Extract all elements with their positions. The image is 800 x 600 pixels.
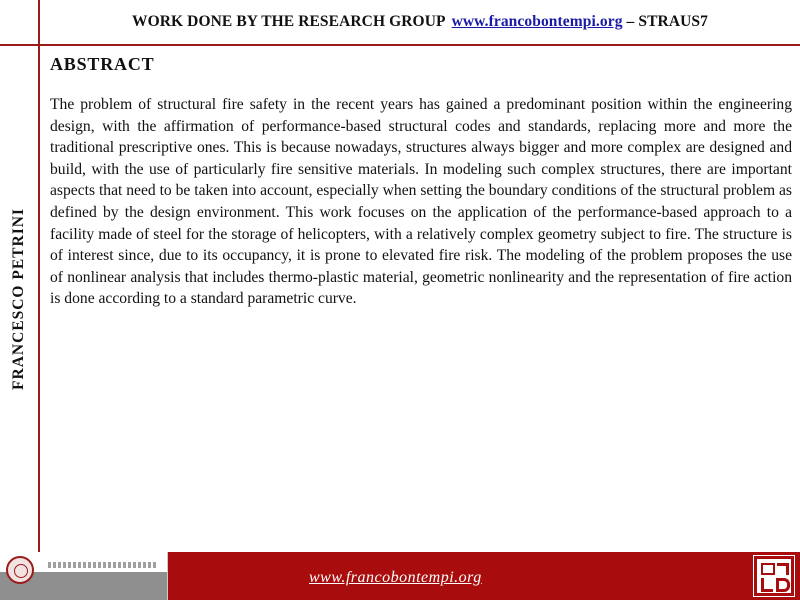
francobontempi-logo-icon [754, 556, 794, 596]
page-header [40, 0, 800, 44]
sidebar-divider [38, 0, 40, 552]
footer-website-link[interactable]: www.francobontempi.org [309, 569, 482, 586]
header-prefix: WORK DONE BY THE RESEARCH GROUP [132, 13, 446, 30]
university-seal-icon [6, 556, 34, 584]
header-suffix: – STRAUS7 [626, 13, 708, 30]
abstract-text: The problem of structural fire safety in the recent years has gained a predominant position within the engineering design, with the affirmation of performance-based structural codes and standards, replacing more and more the traditional prescriptive ones. This is because nowadays, structures always bigger and more complex are designed and build, with the use of particularly fire sensitive materials. In modeling such complex structures, there are important aspects that need to be taken into account, especially when setting the boundary conditions of the structural problem as defined by the design environment. This work focuses on the application of the performance-based approach to a facility made of steel for the storage of helicopters, with a relatively complex geometry subject to fire. The structure is of interest since, due to its occupancy, it is prone to elevated fire risk. The modeling of the problem proposes the use of nonlinear analysis that includes thermo-plastic material, geometric nonlinearity and the representation of fire action is done according to a standard parametric curve. [50, 96, 792, 308]
author-name: FRANCESCO PETRINI [10, 208, 27, 390]
footer-bar [0, 552, 800, 600]
header-website-link[interactable]: www.francobontempi.org [451, 13, 623, 30]
header-divider [0, 44, 800, 46]
university-logo-box [0, 552, 168, 600]
section-title: ABSTRACT [50, 54, 155, 74]
author-sidebar [0, 46, 38, 552]
university-name-graphic [48, 562, 158, 568]
